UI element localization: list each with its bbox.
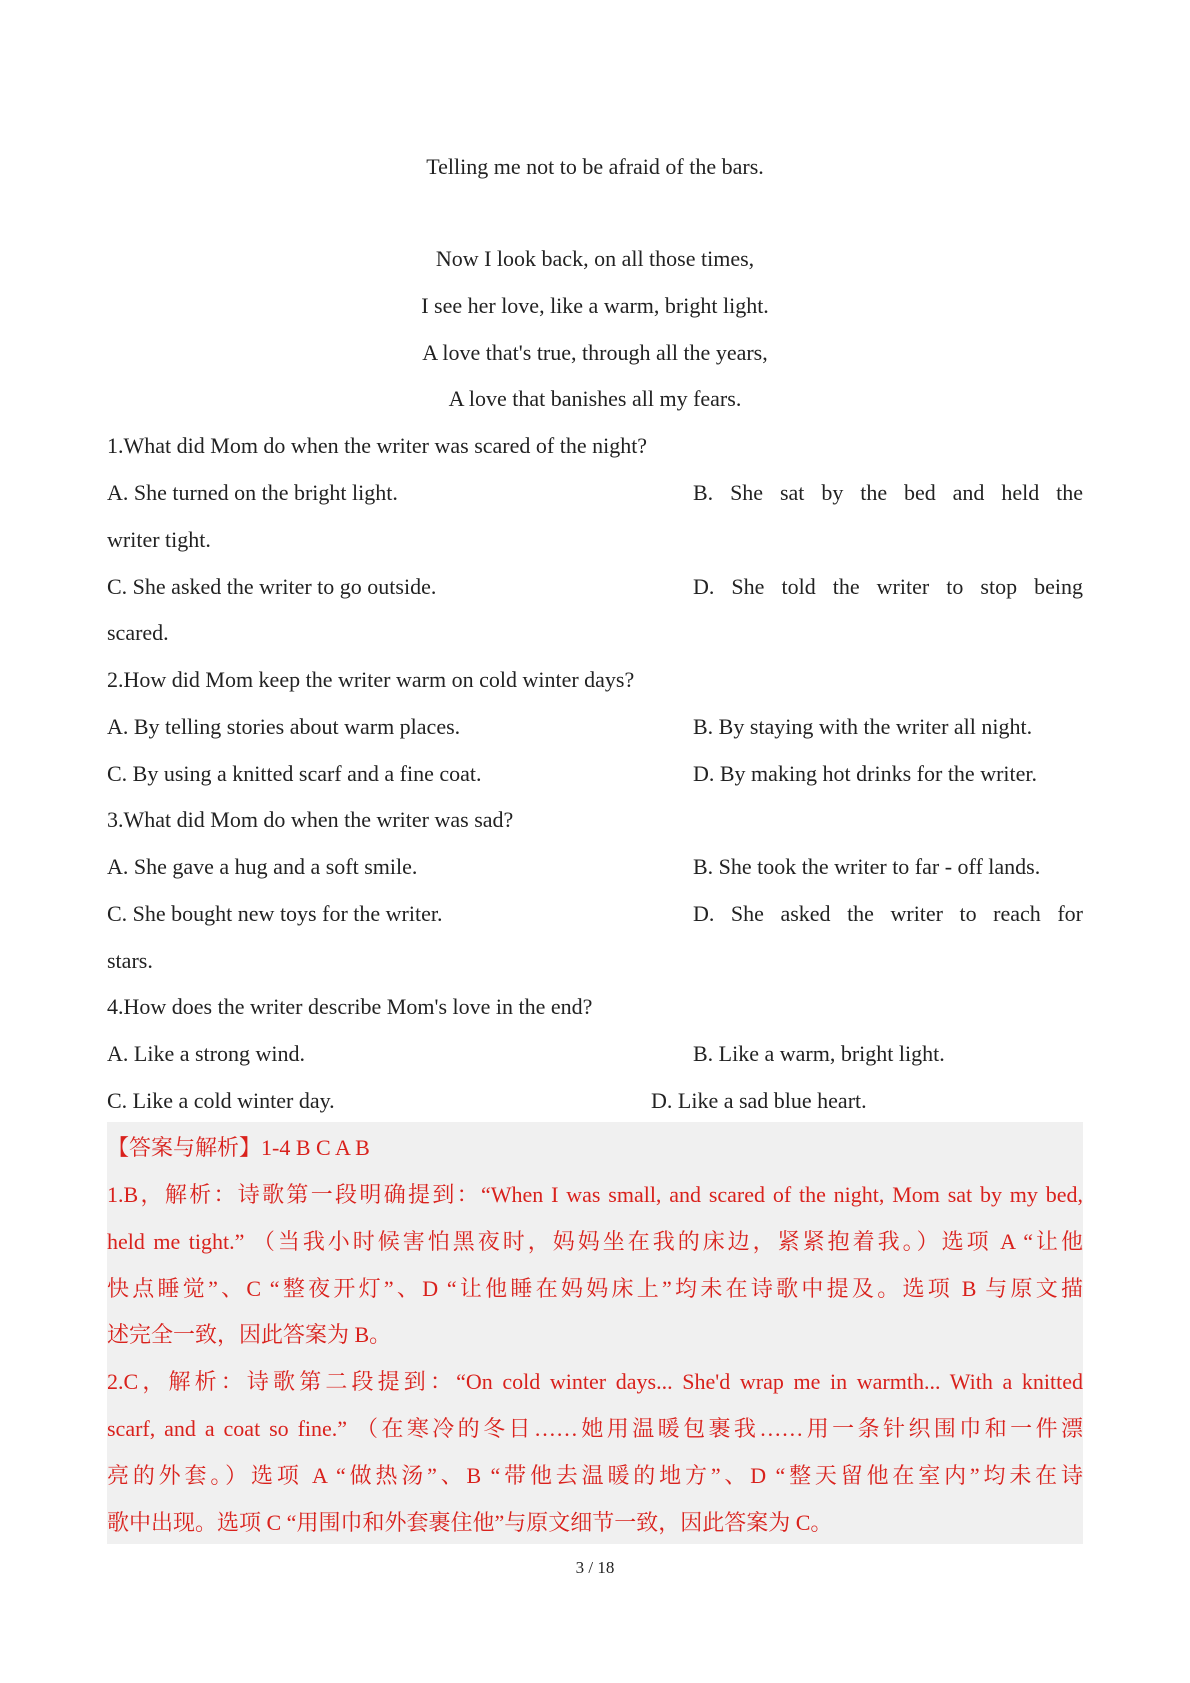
option-c: C. She bought new toys for the writer.	[107, 901, 443, 926]
poem-line: Telling me not to be afraid of the bars.	[426, 154, 764, 179]
analysis-line: 1.B，解析：诗歌第一段明确提到：“When I was small, and scared of the night, Mom sat by my bed,	[107, 1182, 1083, 1207]
option-b-continued: writer tight.	[107, 527, 211, 552]
option-b: B. She took the writer to far - off lands.	[693, 854, 1041, 879]
question-stem: 1.What did Mom do when the writer was scared of the night?	[107, 433, 648, 458]
option-b: B. By staying with the writer all night.	[693, 714, 1033, 739]
analysis-line: 歌中出现。选项 C “用围巾和外套裹住他”与原文细节一致，因此答案为 C。	[107, 1510, 833, 1535]
analysis-line: held me tight.” （当我小时候害怕黑夜时，妈妈坐在我的床边，紧紧抱着我。）选项 A “让他	[107, 1229, 1083, 1254]
analysis-line: 快点睡觉”、C “整夜开灯”、D “让他睡在妈妈床上”均未在诗歌中提及。选项 B 与原文描	[107, 1276, 1083, 1301]
option-d: D. Like a sad blue heart.	[651, 1088, 867, 1113]
analysis-line: 述完全一致，因此答案为 B。	[107, 1322, 392, 1347]
option-a: A. She gave a hug and a soft smile.	[107, 854, 418, 879]
page-number: 3 / 18	[575, 1558, 615, 1577]
option-d-continued: stars.	[107, 948, 153, 973]
option-b: B. Like a warm, bright light.	[693, 1041, 945, 1066]
analysis-line: scarf, and a coat so fine.” （在寒冷的冬日……她用温暖包裹我……用一条针织围巾和一件漂	[107, 1416, 1083, 1441]
question-stem: 2.How did Mom keep the writer warm on cold winter days?	[107, 667, 635, 692]
option-b: B. She sat by the bed and held the	[693, 480, 1083, 505]
poem-line: A love that's true, through all the years,	[422, 340, 768, 365]
poem-line: A love that banishes all my fears.	[448, 386, 742, 411]
option-d: D. She told the writer to stop being	[693, 574, 1083, 599]
answer-heading: 【答案与解析】1-4 B C A B	[107, 1135, 370, 1160]
option-d: D. By making hot drinks for the writer.	[693, 761, 1038, 786]
option-c: C. Like a cold winter day.	[107, 1088, 335, 1113]
option-a: A. She turned on the bright light.	[107, 480, 398, 505]
analysis-line: 亮的外套。）选项 A “做热汤”、B “带他去温暖的地方”、D “整天留他在室内”均未在诗	[107, 1463, 1083, 1488]
question-stem: 3.What did Mom do when the writer was sad?	[107, 807, 514, 832]
option-c: C. By using a knitted scarf and a fine coat.	[107, 761, 482, 786]
option-c: C. She asked the writer to go outside.	[107, 574, 437, 599]
option-a: A. By telling stories about warm places.	[107, 714, 461, 739]
poem-line: I see her love, like a warm, bright light.	[421, 293, 769, 318]
option-a: A. Like a strong wind.	[107, 1041, 305, 1066]
option-d: D. She asked the writer to reach for	[693, 901, 1083, 926]
poem-line: Now I look back, on all those times,	[435, 246, 755, 271]
question-stem: 4.How does the writer describe Mom's love in the end?	[107, 994, 593, 1019]
analysis-line: 2.C，解析：诗歌第二段提到：“On cold winter days... She'd wrap me in warmth... With a knitted	[107, 1369, 1083, 1394]
option-d-continued: scared.	[107, 620, 169, 645]
